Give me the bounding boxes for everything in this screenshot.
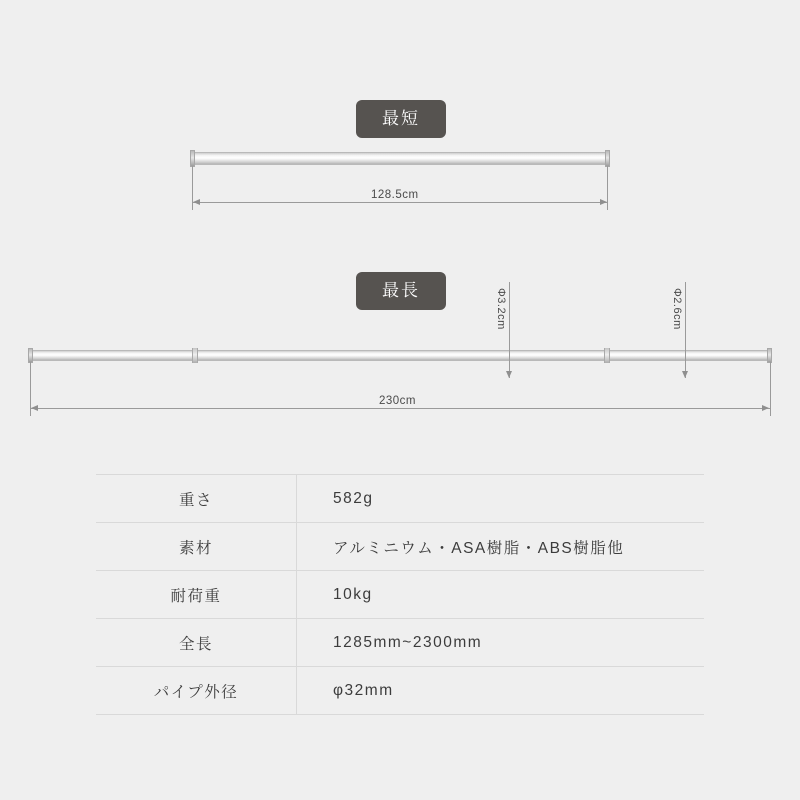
spec-label: 素材 <box>96 523 297 571</box>
table-row <box>96 619 704 667</box>
table-row <box>96 475 704 523</box>
diameter-label-small: Φ2.6cm <box>671 284 683 334</box>
pole-shortest-end-cap-right <box>605 150 610 167</box>
arrow-right-icon <box>600 199 607 205</box>
specification-table <box>96 474 704 715</box>
spec-value: 582g <box>297 475 705 523</box>
badge-longest: 最長 <box>356 272 446 310</box>
spec-label: パイプ外径 <box>96 667 297 715</box>
diameter-callout-line-small <box>685 282 686 378</box>
arrow-down-icon <box>682 371 688 378</box>
spec-value: 1285mm~2300mm <box>297 619 705 667</box>
spec-value: 10kg <box>297 571 705 619</box>
pole-shortest-body <box>190 152 610 165</box>
pole-longest-end-cap-left <box>28 348 33 363</box>
spec-label: 耐荷重 <box>96 571 297 619</box>
dimension-line-shortest <box>192 202 608 203</box>
pole-shortest-end-cap-left <box>190 150 195 167</box>
arrow-left-icon <box>193 199 200 205</box>
arrow-right-icon <box>762 405 769 411</box>
table-row <box>96 667 704 715</box>
dimension-line-longest <box>30 408 770 409</box>
table-row <box>96 571 704 619</box>
arrow-down-icon <box>506 371 512 378</box>
badge-shortest: 最短 <box>356 100 446 138</box>
pole-joint-left <box>192 348 198 363</box>
diameter-callout-line-large <box>509 282 510 378</box>
table-row <box>96 523 704 571</box>
dimension-label-longest-length: 230cm <box>373 395 422 408</box>
spec-value: アルミニウム・ASA樹脂・ABS樹脂他 <box>297 523 705 571</box>
dimension-label-shortest-length: 128.5cm <box>365 189 425 202</box>
spec-label: 重さ <box>96 475 297 523</box>
pole-joint-right <box>604 348 610 363</box>
spec-label: 全長 <box>96 619 297 667</box>
pole-longest-end-cap-right <box>767 348 772 363</box>
arrow-left-icon <box>31 405 38 411</box>
pole-longest-body <box>28 350 772 361</box>
dimension-extension-right-shortest <box>607 166 608 210</box>
dimension-extension-right-longest <box>770 362 771 416</box>
spec-value: φ32mm <box>297 667 705 715</box>
diameter-label-large: Φ3.2cm <box>495 284 507 334</box>
